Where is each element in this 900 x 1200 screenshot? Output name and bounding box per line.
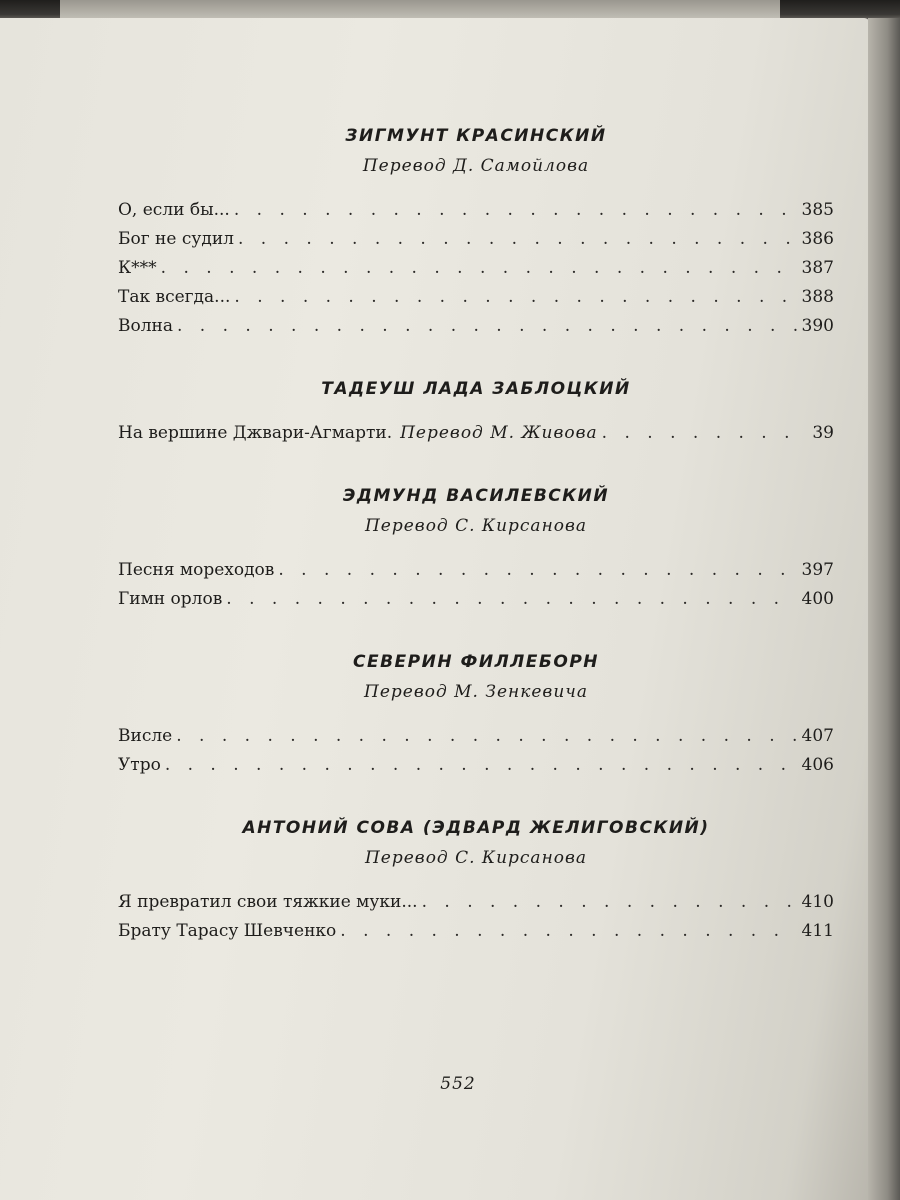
dot-leader: [340, 917, 797, 946]
dot-leader: [161, 254, 798, 283]
toc-entry-title: Я превратил свои тяжкие муки...: [118, 892, 418, 912]
toc-list: [118, 888, 834, 946]
toc-entry: [118, 419, 834, 448]
toc-entry: [118, 917, 834, 946]
toc-entry-title: Так всегда...: [118, 287, 231, 307]
toc-section: [118, 814, 834, 946]
toc-entry-page: 39: [812, 423, 834, 443]
toc-entry-page: 397: [801, 560, 834, 580]
toc-entry: [118, 585, 834, 614]
dot-leader: [234, 283, 797, 312]
translator-line: Перевод М. Зенкевича: [364, 682, 588, 702]
toc-entry-translator: Перевод М. Живова: [400, 423, 598, 443]
toc-entry-page: 410: [801, 892, 834, 912]
toc-list: [118, 556, 834, 614]
toc-entry-page: 386: [801, 229, 834, 249]
toc-entry-title-text: На вершине Джвари-Агмарти.: [118, 423, 393, 443]
toc-entry-title: К***: [118, 258, 157, 278]
toc-section: [118, 648, 834, 780]
translator-line: Перевод С. Кирсанова: [364, 848, 588, 868]
toc-entry: [118, 556, 834, 585]
translator-line: Перевод С. Кирсанова: [364, 516, 588, 536]
toc-entry: [118, 225, 834, 254]
toc-list: [118, 196, 834, 341]
toc-list: [118, 722, 834, 780]
toc-entry-title: [118, 419, 598, 448]
toc-entry-title: Бог не судил: [118, 229, 234, 249]
translator-line: Перевод Д. Самойлова: [362, 156, 590, 176]
toc-entry-title: Гимн орлов: [118, 589, 223, 609]
author-heading: ЭДМУНД ВАСИЛЕВСКИЙ: [342, 486, 610, 506]
toc-entry-title: Брату Тарасу Шевченко: [118, 921, 337, 941]
toc-entry-page: 400: [801, 589, 834, 609]
toc-section: [118, 482, 834, 614]
toc-entry-title: Песня мореходов: [118, 560, 275, 580]
toc-entry-title: Утро: [118, 755, 161, 775]
toc-entry: [118, 312, 834, 341]
dot-leader: [238, 225, 798, 254]
author-heading: ЗИГМУНТ КРАСИНСКИЙ: [345, 126, 607, 146]
toc-section: [118, 122, 834, 341]
table-of-contents: [118, 122, 834, 946]
toc-entry: [118, 722, 834, 751]
toc-entry-page: 390: [801, 316, 834, 336]
toc-entry-page: 411: [801, 921, 834, 941]
toc-entry: [118, 751, 834, 780]
page-number: 552: [440, 1074, 476, 1094]
toc-section: [118, 375, 834, 448]
toc-entry: [118, 888, 834, 917]
page-gutter-shadow: [868, 18, 900, 1200]
author-heading: АНТОНИЙ СОВА (ЭДВАРД ЖЕЛИГОВСКИЙ): [242, 818, 710, 838]
toc-entry: [118, 254, 834, 283]
toc-entry-title: Волна: [118, 316, 173, 336]
toc-entry-title: О, если бы...: [118, 200, 230, 220]
toc-list: [118, 419, 834, 448]
toc-entry-title: Висле: [118, 726, 173, 746]
toc-entry-page: 388: [801, 287, 834, 307]
dot-leader: [226, 585, 797, 614]
dot-leader: [165, 751, 798, 780]
toc-entry: [118, 196, 834, 225]
dot-leader: [278, 556, 797, 585]
toc-entry: [118, 283, 834, 312]
toc-entry-page: 407: [801, 726, 834, 746]
dot-leader: [234, 196, 798, 225]
dot-leader: [176, 722, 797, 751]
dot-leader: [422, 888, 798, 917]
dot-leader: [177, 312, 798, 341]
toc-entry-page: 406: [801, 755, 834, 775]
toc-entry-page: 387: [801, 258, 834, 278]
dot-leader: [602, 419, 802, 448]
author-heading: ТАДЕУШ ЛАДА ЗАБЛОЦКИЙ: [321, 379, 631, 399]
author-heading: СЕВЕРИН ФИЛЛЕБОРН: [352, 652, 600, 672]
toc-entry-page: 385: [801, 200, 834, 220]
